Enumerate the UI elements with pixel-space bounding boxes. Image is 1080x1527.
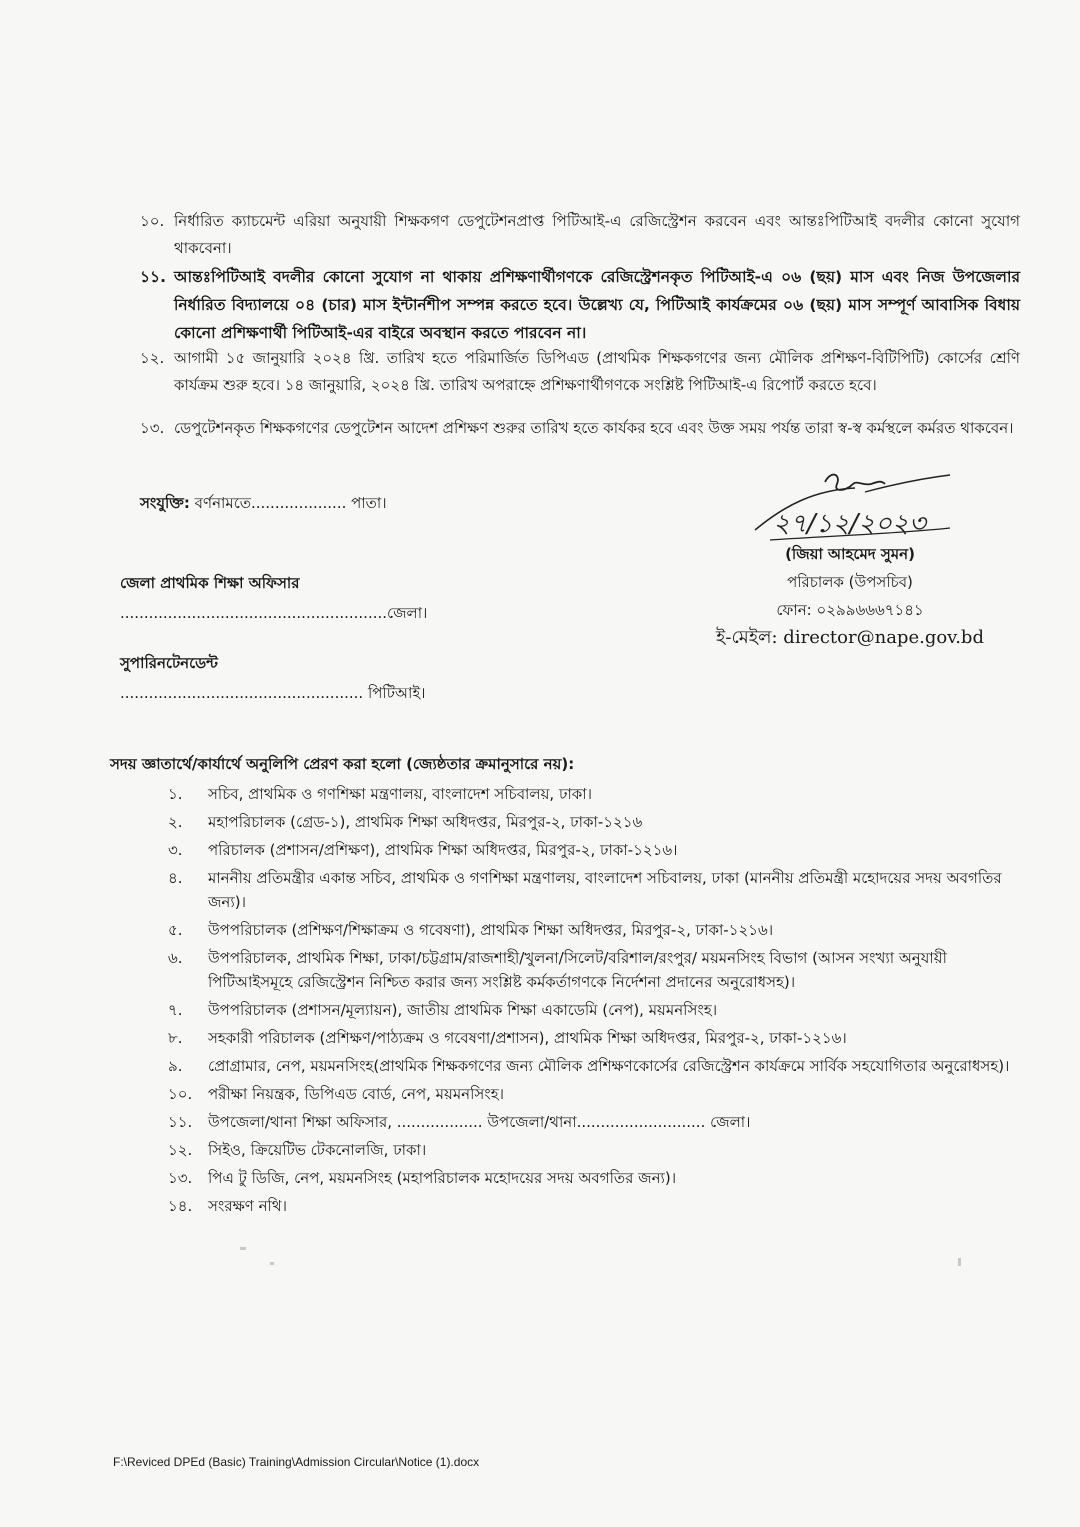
list-item-number: ৬. (168, 949, 183, 967)
list-item-text: সচিব, প্রাথমিক ও গণশিক্ষা মন্ত্রণালয়, বাংলাদেশ সচিবালয়, ঢাকা। (208, 785, 592, 803)
addressee-line: ................................................... পিটিআই। (120, 684, 426, 702)
signatory-designation: পরিচালক (উপসচিব) (787, 573, 913, 591)
list-item (168, 810, 1018, 834)
clause-11 (140, 263, 1020, 347)
copy-heading: সদয় জ্ঞাতার্থে/কার্যার্থে অনুলিপি প্রেরণ করা হলো (জ্যেষ্ঠতার ক্রমানুসারে নয়): (110, 755, 575, 773)
list-item-text: পরিচালক (প্রশাসন/প্রশিক্ষণ), প্রাথমিক শিক্ষা অধিদপ্তর, মিরপুর-২, ঢাকা-১২১৬। (208, 841, 678, 859)
list-item (168, 1166, 1018, 1190)
list-item (168, 782, 1018, 806)
list-item-number: ১১. (168, 1113, 193, 1131)
list-item-number: ৭. (168, 1001, 183, 1019)
list-item-number: ২. (168, 813, 183, 831)
list-item-text: মহাপরিচালক (গ্রেড-১), প্রাথমিক শিক্ষা অধিদপ্তর, মিরপুর-২, ঢাকা-১২১৬ (208, 813, 643, 831)
list-item-number: ৮. (168, 1029, 183, 1047)
list-item (168, 1110, 1018, 1134)
list-item-number: ৪. (168, 869, 183, 887)
list-item-number: ১. (168, 785, 183, 803)
list-item (168, 918, 1018, 942)
clause-text: নির্ধারিত ক্যাচমেন্ট এরিয়া অনুযায়ী শিক্ষকগণ ডেপুটেশনপ্রাপ্ত পিটিআই-এ রেজিস্ট্রেশন করবেন এবং আন্তঃপিটিআই বদলীর কোনো সুযোগ থাকবেনা। (174, 212, 1020, 257)
list-item-number: ৩. (168, 841, 183, 859)
attachment-label: সংযুক্তি: (140, 494, 190, 512)
list-item (168, 1026, 1018, 1050)
list-item-text: উপজেলা/থানা শিক্ষা অফিসার, .................. উপজেলা/থানা........................... জেলা। (208, 1113, 751, 1131)
list-item-text: পিএ টু ডিজি, নেপ, ময়মনসিংহ (মহাপরিচালক মহোদয়ের সদয় অবগতির জন্য)। (208, 1169, 677, 1187)
addressee-title: সুপারিনটেনডেন্ট (120, 654, 218, 672)
list-item-text: মাননীয় প্রতিমন্ত্রীর একান্ত সচিব, প্রাথমিক ও গণশিক্ষা মন্ত্রণালয়, বাংলাদেশ সচিবালয়, ঢাকা (মাননীয় প্রতিমন্ত্রী মহোদয়ের সদয় অবগতির জন্য)। (208, 869, 1002, 911)
list-item-text: উপপরিচালক (প্রশিক্ষণ/শিক্ষাক্রম ও গবেষণা), প্রাথমিক শিক্ষা অধিদপ্তর, মিরপুর-২, ঢাকা-১২১৬। (208, 921, 774, 939)
clause-text: আগামী ১৫ জানুয়ারি ২০২৪ খ্রি. তারিখ হতে পরিমার্জিত ডিপিএড (প্রাথমিক শিক্ষকগণের জন্য মৌলিক প্রশিক্ষণ-বিটিপিটি) কোর্সের শ্রেণি কার্যক্রম শুরু হবে। ১৪ জানুয়ারি, ২০২৪ খ্রি. তারিখ অপরাহ্নে প্রশিক্ষণার্থীগণকে সংশ্লিষ্ট পিটিআই-এ রিপোর্ট করতে হবে। (174, 349, 1020, 394)
addressee-superintendent (120, 648, 426, 708)
list-item (168, 1054, 1018, 1078)
clause-number: ১২. (140, 349, 165, 367)
addressee-line: ........................................................জেলা। (120, 604, 428, 622)
list-item (168, 946, 1018, 994)
list-item-text: সহকারী পরিচালক (প্রশিক্ষণ/পাঠ্যক্রম ও গবেষণা/প্রশাসন), প্রাথমিক শিক্ষা অধিদপ্তর, মিরপুর-২, ঢাকা-১২১৬। (208, 1029, 847, 1047)
clause-text: ডেপুটেশনকৃত শিক্ষকগণের ডেপুটেশন আদেশ প্রশিক্ষণ শুরুর তারিখ হতে কার্যকর হবে এবং উক্ত সময় পর্যন্ত তারা স্ব-স্ব কর্মস্থলে কর্মরত থাকবেন। (174, 419, 1014, 437)
list-item-number: ৯. (168, 1057, 183, 1075)
scan-speck (240, 1247, 246, 1250)
signature-image (745, 470, 970, 550)
signature-date: ২৭/১২/২০২৩ (773, 509, 926, 539)
clause-10 (140, 208, 1020, 262)
list-item-text: প্রোগ্রামার, নেপ, ময়মনসিংহ(প্রাথমিক শিক্ষকগণের জন্য মৌলিক প্রশিক্ষণকোর্সের রেজিস্ট্রেশন কার্যক্রমে সার্বিক সহযোগিতার অনুরোধসহ)। (208, 1057, 1010, 1075)
addressee-title: জেলা প্রাথমিক শিক্ষা অফিসার (120, 574, 300, 592)
clause-number: ১৩. (140, 419, 165, 437)
footer-file-path: F:\Reviced DPEd (Basic) Training\Admission Circular\Notice (1).docx (113, 1455, 480, 1469)
list-item-text: উপপরিচালক, প্রাথমিক শিক্ষা, ঢাকা/চট্টগ্রাম/রাজশাহী/খুলনা/সিলেট/বরিশাল/রংপুর/ ময়মনসিংহ বিভাগ (আসন সংখ্যা অনুযায়ী পিটিআইসমূহে রেজিস্ট্রেশন নিশ্চিত করার জন্য সংশ্লিষ্ট কর্মকর্তাগণকে নির্দেশনা প্রদানের অনুরোধসহ)। (208, 949, 947, 991)
list-item (168, 838, 1018, 862)
list-item (168, 1082, 1018, 1106)
clause-12 (140, 345, 1020, 399)
scan-speck (270, 1262, 274, 1265)
list-item-text: সিইও, ক্রিয়েটিভ টেকনোলজি, ঢাকা। (208, 1141, 427, 1159)
list-item-number: ১২. (168, 1141, 193, 1159)
list-item (168, 1138, 1018, 1162)
list-item-text: উপপরিচালক (প্রশাসন/মূল্যায়ন), জাতীয় প্রাথমিক শিক্ষা একাডেমি (নেপ), ময়মনসিংহ। (208, 1001, 718, 1019)
copy-list (168, 782, 1018, 1222)
signatory-name: (জিয়া আহমেদ সুমন) (785, 545, 915, 563)
scan-speck (958, 1258, 961, 1266)
clause-13 (140, 415, 1020, 442)
list-item-number: ১৩. (168, 1169, 193, 1187)
list-item-text: সংরক্ষণ নথি। (208, 1197, 287, 1215)
list-item (168, 998, 1018, 1022)
attachment-text: বর্ণনামতে.................... পাতা। (194, 494, 387, 512)
list-item-number: ১৪. (168, 1197, 193, 1215)
clause-number: ১০. (140, 212, 165, 230)
clause-number: ১১. (140, 268, 167, 286)
list-item-number: ৫. (168, 921, 183, 939)
signature-block (700, 540, 1000, 652)
signatory-phone: ফোন: ০২৯৯৬৬৬৭১৪১ (776, 601, 924, 619)
signatory-email: ই-মেইল: director@nape.gov.bd (716, 627, 984, 648)
addressee-district-officer (120, 568, 427, 628)
list-item (168, 1194, 1018, 1218)
list-item (168, 866, 1018, 914)
attachment-line (140, 492, 387, 517)
clause-text: আন্তঃপিটিআই বদলীর কোনো সুযোগ না থাকায় প্রশিক্ষণার্থীগণকে রেজিস্ট্রেশনকৃত পিটিআই-এ ০৬ (ছয়) মাস এবং নিজ উপজেলার নির্ধারিত বিদ্যালয়ে ০৪ (চার) মাস ইন্টার্নশীপ সম্পন্ন করতে হবে। উল্লেখ্য যে, পিটিআই কার্যক্রমের ০৬ (ছয়) মাস সম্পূর্ণ আবাসিক বিধায় কোনো প্রশিক্ষণার্থী পিটিআই-এর বাইরে অবস্থান করতে পারবেন না। (174, 268, 1020, 342)
list-item-text: পরীক্ষা নিয়ন্ত্রক, ডিপিএড বোর্ড, নেপ, ময়মনসিংহ। (208, 1085, 505, 1103)
list-item-number: ১০. (168, 1085, 193, 1103)
